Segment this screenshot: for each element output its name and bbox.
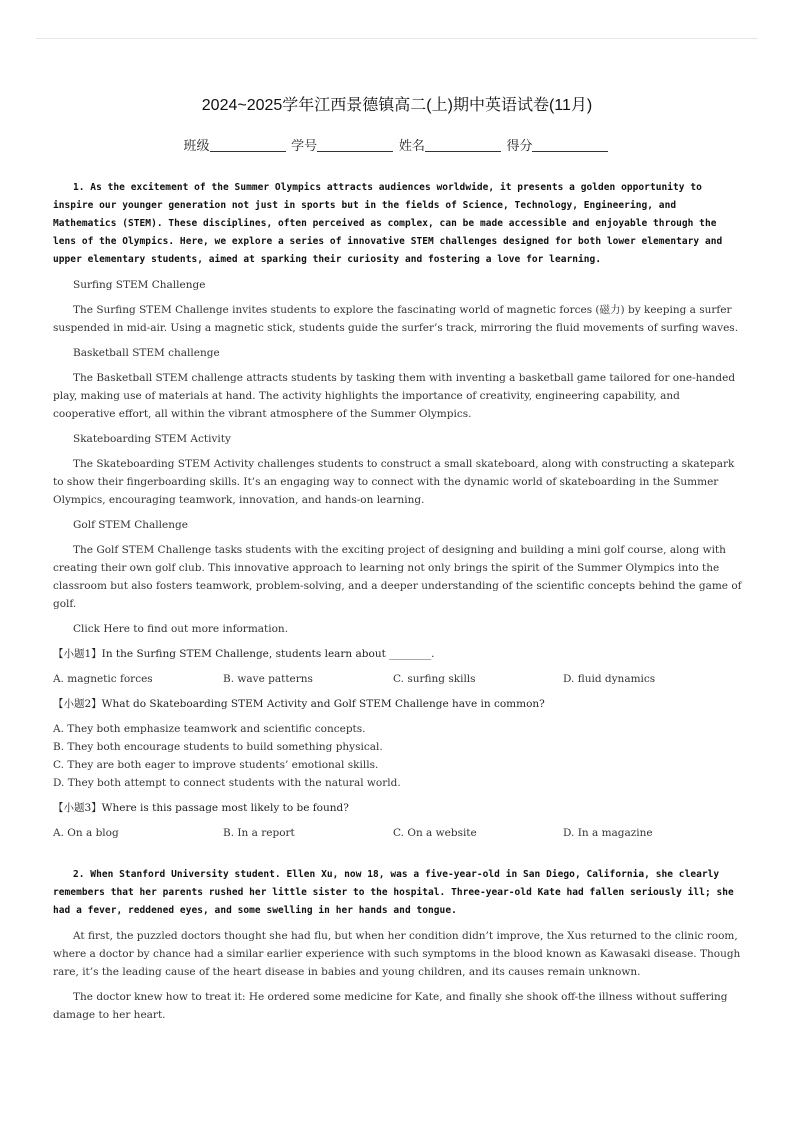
student-id-blank <box>317 151 393 152</box>
sub-question-1-options <box>53 670 743 688</box>
section-heading-surfing: Surfing STEM Challenge <box>73 279 206 291</box>
top-divider <box>36 38 758 39</box>
sub-question-1: 【小题1】In the Surfing STEM Challenge, students learn about ________. <box>53 648 435 660</box>
option-d: D. fluid dynamics <box>563 673 656 685</box>
page-title: 2024~2025学年江西景德镇高二(上)期中英语试卷(11月) <box>201 97 593 114</box>
score-label: 得分 <box>506 138 533 153</box>
section-heading-golf: Golf STEM Challenge <box>73 519 188 531</box>
name-label: 姓名 <box>398 138 425 153</box>
section-text-surfing: The Surfing STEM Challenge invites students to explore the fascinating world of magnetic forces (磁力) by keeping a surfer suspended in mid-air. Using a magnetic stick, students guide the surfer’s track, mirroring the fluid movements of surfing waves. <box>53 304 739 334</box>
score-blank <box>532 151 608 152</box>
option-c: C. On a website <box>393 827 477 839</box>
sub-question-2-options <box>53 720 743 792</box>
question-1-stem-text: 1. As the excitement of the Summer Olympics attracts audiences worldwide, it presents a golden opportunity to inspire our younger generation not just in sports but in the fields of Science, Technology, Engineering, and Mathematics (STEM). These disciplines, often perceived as complex, can be made accessible and enjoyable through the lens of the Olympics. Here, we explore a series of innovative STEM challenges designed for both lower elementary and upper elementary students, aimed at sparking their curiosity and fostering a love for learning. <box>53 182 723 265</box>
name-blank <box>425 151 501 152</box>
exam-content <box>53 179 743 1024</box>
option-b: B. They both encourage students to build something physical. <box>53 741 383 753</box>
section-heading-skateboarding: Skateboarding STEM Activity <box>73 433 231 445</box>
student-id-label: 学号 <box>291 138 318 153</box>
option-b: B. wave patterns <box>223 673 313 685</box>
option-d: D. In a magazine <box>563 827 653 839</box>
more-info-link[interactable]: Click Here to find out more information. <box>73 623 289 635</box>
section-text-skateboarding: The Skateboarding STEM Activity challenges students to construct a small skateboard, along with constructing a skatepark to show their fingerboarding skills. It’s an engaging way to connect with the dynamic world of skateboarding in the Summer Olympics, encouraging teamwork, innovation, and hands-on learning. <box>53 458 735 506</box>
sub-question-3-options <box>53 824 743 842</box>
question-spacer <box>53 842 743 866</box>
option-a: A. magnetic forces <box>53 673 153 685</box>
question-2-paragraph-2: The doctor knew how to treat it: He ordered some medicine for Kate, and finally she shook off-the illness without suffering damage to her heart. <box>53 991 728 1021</box>
sub-question-2: 【小题2】What do Skateboarding STEM Activity and Golf STEM Challenge have in common? <box>53 698 545 710</box>
option-c: C. surfing skills <box>393 673 476 685</box>
class-blank <box>210 151 286 152</box>
sub-question-3: 【小题3】Where is this passage most likely to be found? <box>53 802 349 814</box>
option-c: C. They are both eager to improve students’ emotional skills. <box>53 759 379 771</box>
question-1-stem <box>53 179 743 269</box>
question-2-stem <box>53 866 743 920</box>
question-2-stem-text: 2. When Stanford University student. Ellen Xu, now 18, was a five-year-old in San Diego, California, she clearly remembers that her parents rushed her little sister to the hospital. Three-year-old Kate had fallen seriously ill; she had a fever, reddened eyes, and some swelling in her hands and tongue. <box>53 869 734 916</box>
section-heading-basketball: Basketball STEM challenge <box>73 347 220 359</box>
student-info-line <box>0 135 794 154</box>
option-b: B. In a report <box>223 827 295 839</box>
option-d: D. They both attempt to connect students with the natural world. <box>53 777 401 789</box>
option-a: A. On a blog <box>53 827 119 839</box>
section-text-golf: The Golf STEM Challenge tasks students with the exciting project of designing and building a mini golf course, along with creating their own golf club. This innovative approach to learning not only brings the spirit of the Summer Olympics into the classroom but also fosters teamwork, problem-solving, and a deeper understanding of the scientific concepts behind the game of golf. <box>53 544 742 610</box>
option-a: A. They both emphasize teamwork and scientific concepts. <box>53 723 366 735</box>
question-2-paragraph-1: At first, the puzzled doctors thought she had flu, but when her condition didn’t improve, the Xus returned to the clinic room, where a doctor by chance had a similar earlier experience with such symptoms in the blood known as Kawasaki disease. Though rare, it’s the leading cause of the heart disease in babies and young children, and its causes remain unknown. <box>53 930 741 978</box>
section-text-basketball: The Basketball STEM challenge attracts students by tasking them with inventing a basketball game tailored for one-handed play, making use of materials at hand. The activity highlights the importance of creativity, engineering capability, and cooperative effort, all within the vibrant atmosphere of the Summer Olympics. <box>53 372 736 420</box>
class-label: 班级 <box>183 138 210 153</box>
